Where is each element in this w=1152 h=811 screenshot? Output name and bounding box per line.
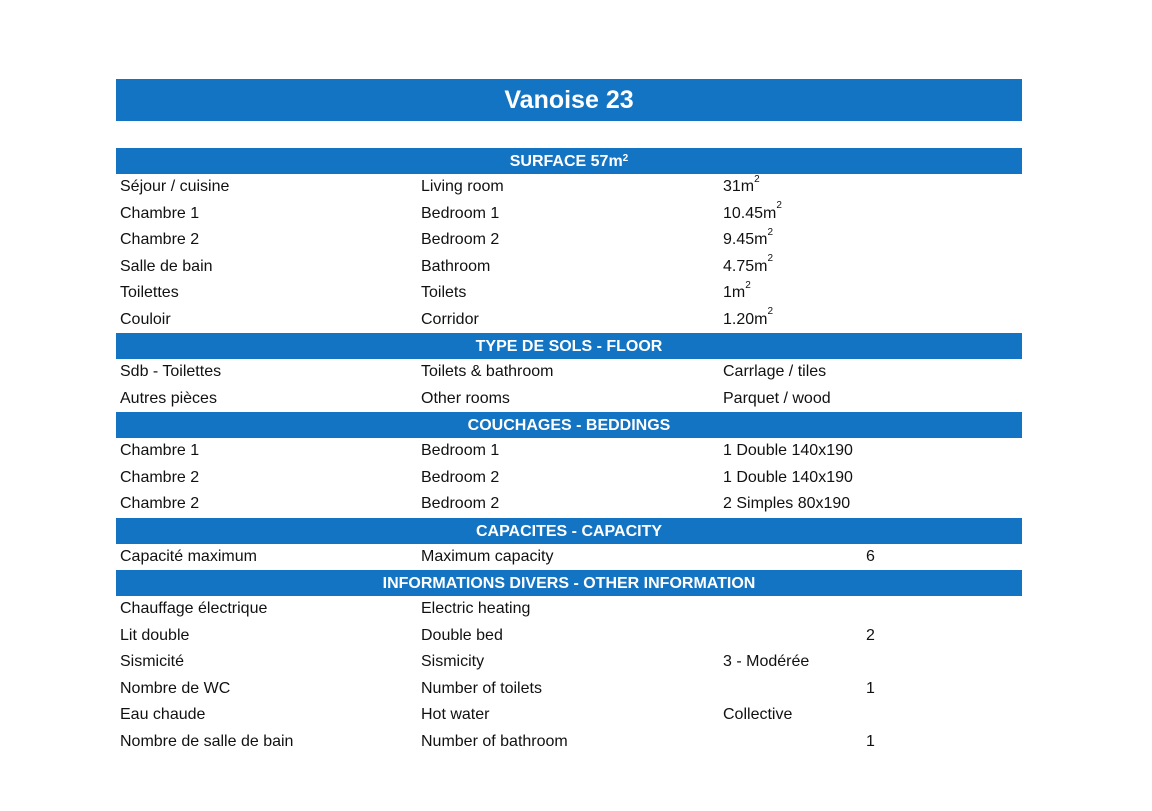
table-row xyxy=(116,201,1022,228)
value-cell: $1.20m^2$ xyxy=(723,306,774,328)
page-title: Vanoise 23 xyxy=(116,79,1022,121)
french-label: Toilettes xyxy=(120,284,179,302)
section-header: SURFACE 57m $^2$ xyxy=(116,148,1022,174)
value-cell: $31m^2$ xyxy=(723,173,760,196)
french-label: Chambre 1 xyxy=(120,204,200,222)
english-label: Bedroom 1 xyxy=(421,204,500,222)
french-label: Nombre de salle de bain xyxy=(120,732,294,750)
table-row xyxy=(116,307,1022,334)
table-row xyxy=(116,280,1022,307)
table-row xyxy=(116,676,1022,703)
english-label: Bedroom 1 xyxy=(421,442,500,460)
french-label: Chauffage électrique xyxy=(120,600,268,618)
english-label: Sismicity xyxy=(421,653,485,671)
count-cell: 1 xyxy=(866,732,875,750)
french-label: Sdb - Toilettes xyxy=(120,363,222,381)
english-label: Maximum capacity xyxy=(421,547,554,565)
english-label: Toilets & bathroom xyxy=(421,363,554,381)
table-row xyxy=(116,174,1022,201)
table-row xyxy=(116,491,1022,518)
value-cell: Collective xyxy=(723,706,793,724)
value-cell: Carrlage / tiles xyxy=(723,363,827,381)
table-row xyxy=(116,254,1022,281)
value-cell: $1m^2$ xyxy=(723,279,751,302)
section-header: COUCHAGES - BEDDINGS xyxy=(116,412,1022,438)
table-row xyxy=(116,702,1022,729)
count-cell: 6 xyxy=(866,547,875,565)
english-label: Double bed xyxy=(421,626,503,644)
english-label: Bathroom xyxy=(421,257,491,275)
value-cell: $9.45m^2$ xyxy=(723,226,774,249)
value-cell: 1 Double 140x190 xyxy=(723,442,853,460)
english-label: Hot water xyxy=(421,706,490,724)
french-label: Chambre 2 xyxy=(120,231,200,249)
value-cell: $10.45m^2$ xyxy=(723,200,782,222)
table-row xyxy=(116,386,1022,413)
value-cell: 2 Simples 80x190 xyxy=(723,495,851,513)
french-label: Autres pièces xyxy=(120,389,217,407)
count-cell: 2 xyxy=(866,626,875,644)
french-label: Chambre 2 xyxy=(120,495,200,513)
property-info-table xyxy=(116,148,1022,755)
french-label: Capacité maximum xyxy=(120,547,257,565)
french-label: Séjour / cuisine xyxy=(120,178,230,196)
value-cell: 1 Double 140x190 xyxy=(723,468,853,486)
english-label: Other rooms xyxy=(421,389,510,407)
value-cell: Parquet / wood xyxy=(723,389,831,407)
french-label: Chambre 2 xyxy=(120,468,200,486)
section-header: CAPACITES - CAPACITY xyxy=(116,518,1022,544)
english-label: Bedroom 2 xyxy=(421,468,500,486)
table-row xyxy=(116,465,1022,492)
french-label: Lit double xyxy=(120,626,190,644)
english-label: Living room xyxy=(421,178,504,196)
english-label: Number of bathroom xyxy=(421,732,568,750)
table-row xyxy=(116,544,1022,571)
section-header: INFORMATIONS DIVERS - OTHER INFORMATION xyxy=(116,570,1022,596)
table-row xyxy=(116,623,1022,650)
french-label: Eau chaude xyxy=(120,706,206,724)
french-label: Sismicité xyxy=(120,653,185,671)
english-label: Toilets xyxy=(421,284,467,302)
section-header: TYPE DE SOLS - FLOOR xyxy=(116,333,1022,359)
table-row xyxy=(116,359,1022,386)
table-row xyxy=(116,438,1022,465)
count-cell: 1 xyxy=(866,679,875,697)
value-cell: 3 - Modérée xyxy=(723,653,810,671)
english-label: Electric heating xyxy=(421,600,531,618)
table-row xyxy=(116,596,1022,623)
french-label: Salle de bain xyxy=(120,257,213,275)
french-label: Chambre 1 xyxy=(120,442,200,460)
french-label: Couloir xyxy=(120,310,171,328)
english-label: Number of toilets xyxy=(421,679,542,697)
table-row xyxy=(116,729,1022,756)
value-cell: $4.75m^2$ xyxy=(723,253,774,275)
table-row xyxy=(116,227,1022,254)
french-label: Nombre de WC xyxy=(120,679,231,697)
english-label: Bedroom 2 xyxy=(421,495,500,513)
english-label: Bedroom 2 xyxy=(421,231,500,249)
english-label: Corridor xyxy=(421,310,479,328)
table-row xyxy=(116,649,1022,676)
